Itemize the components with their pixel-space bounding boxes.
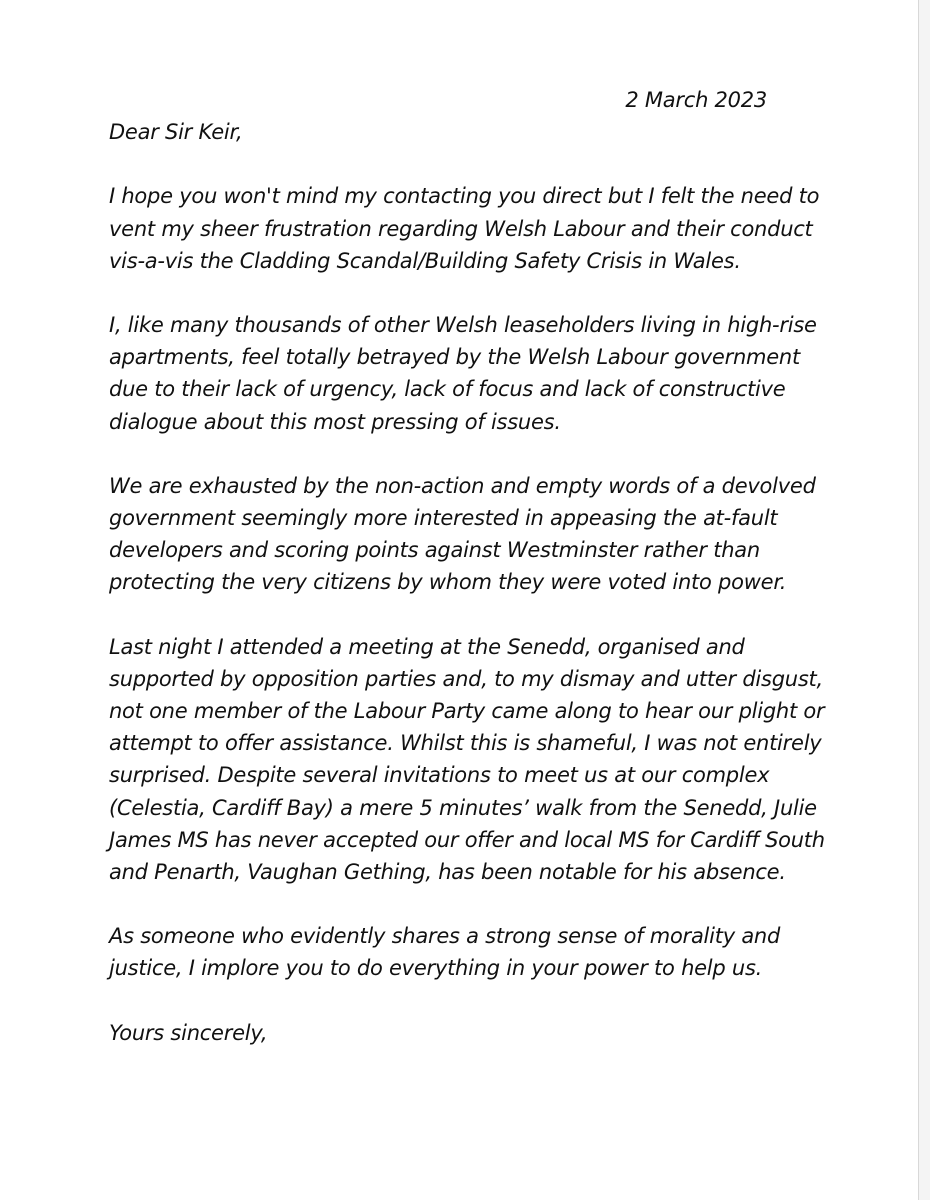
salutation: Dear Sir Keir, — [109, 120, 243, 145]
paragraph-1: I hope you won't mind my contacting you direct but I felt the need to vent my sheer frustration regarding Welsh Labour and their conduct vis-a-vis the Cladding Scandal/Building Safety Crisis in Wales. — [109, 184, 820, 273]
letter-date: 2 March 2023 — [625, 88, 767, 112]
paragraph-3: We are exhausted by the non-action and empty words of a devolved government seemingly more interested in appeasing the at-fault developers and scoring points against Westminster rather than protecting the very citizens by whom they were voted into power. — [109, 473, 816, 595]
paragraph-4: Last night I attended a meeting at the Senedd, organised and supported by opposition parties and, to my dismay and utter disgust, not one member of the Labour Party came along to hear our plight or attempt to offer assistance. Whilst this is shameful, I was not entirely surprised. Despite several invitations to meet us at our complex (Celestia, Cardiff Bay) a mere 5 minutes’ walk from the Senedd, Julie James MS has never accepted our offer and local MS for Cardiff South and Penarth, Vaughan Gething, has been notable for his absence. — [109, 634, 825, 885]
paragraph-2: I, like many thousands of other Welsh leaseholders living in high-rise apartments, feel totally betrayed by the Welsh Labour government due to their lack of urgency, lack of focus and lack of constructive dialogue about this most pressing of issues. — [109, 313, 817, 434]
letter-body — [109, 84, 829, 1049]
closing: Yours sincerely, — [109, 1020, 268, 1045]
page-edge-divider — [918, 0, 930, 1200]
paragraph-5: As someone who evidently shares a strong sense of morality and justice, I implore you to do everything in your power to help us. — [109, 924, 781, 981]
